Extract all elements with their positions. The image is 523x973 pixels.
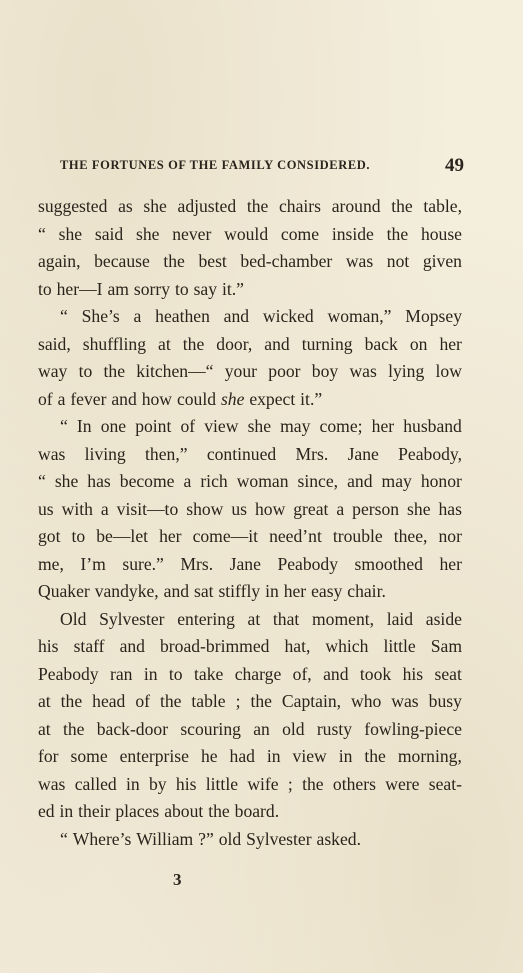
word: has [87, 471, 111, 491]
word: to [168, 663, 183, 684]
word: rusty [316, 718, 352, 739]
word: of [135, 691, 150, 711]
word: ; [235, 691, 241, 711]
word: it.” [300, 388, 323, 409]
word: ran [109, 663, 133, 684]
word: the [62, 718, 85, 739]
word: the [103, 361, 126, 381]
text-line [38, 468, 462, 496]
word: shuffling [82, 333, 146, 354]
word: and [163, 581, 190, 601]
word: boy [311, 361, 339, 381]
word: the [60, 691, 83, 711]
word: come; [319, 416, 363, 436]
word: woman,” [327, 306, 392, 326]
word: me, [38, 553, 64, 574]
word: she [247, 416, 272, 436]
word: the [159, 691, 182, 711]
word: back [364, 333, 398, 354]
word: the [302, 773, 324, 794]
word: a [183, 471, 192, 491]
word: his [175, 773, 197, 794]
word: say [193, 278, 218, 299]
word: view [204, 416, 239, 436]
word: “ [60, 306, 68, 326]
word: Where’s [72, 828, 132, 849]
word: seat- [428, 773, 462, 794]
word: her—I [56, 278, 103, 299]
word: lying [388, 361, 425, 381]
word: asked. [316, 828, 361, 849]
word: she [136, 223, 160, 244]
word: your [224, 361, 257, 381]
word: Mrs. [180, 553, 214, 574]
word: scouring [180, 718, 241, 739]
word: rich [200, 471, 228, 491]
word: moment, [311, 608, 375, 629]
text-line [38, 413, 462, 441]
word: a [336, 498, 345, 519]
text-line [38, 606, 462, 634]
word: old [282, 718, 305, 739]
word: an [253, 718, 270, 739]
word: smoothed [354, 553, 423, 574]
text-line [38, 523, 462, 551]
word: may [381, 471, 412, 491]
word: the [386, 223, 409, 244]
word: that [272, 608, 300, 629]
word: Old [60, 608, 87, 629]
word: in [266, 746, 281, 766]
text-line [38, 661, 462, 689]
signature-mark: 3 [173, 870, 182, 889]
word: not [386, 251, 410, 271]
word: am [107, 278, 129, 299]
word: kitchen—“ [136, 361, 214, 381]
word: said [94, 223, 124, 244]
word: the [182, 333, 205, 354]
body-text [38, 193, 462, 853]
word: because [94, 251, 150, 271]
word: door, [216, 333, 253, 354]
word: nor [438, 526, 462, 546]
word: suggested [38, 196, 108, 216]
word: to [71, 526, 86, 546]
word: become [119, 471, 175, 491]
word: ed [38, 801, 55, 821]
text-line [38, 826, 462, 854]
word: chairs [279, 196, 322, 216]
word: the [208, 801, 230, 821]
word: and [119, 636, 145, 656]
word: who [351, 691, 382, 711]
word: around [331, 196, 381, 216]
word: continued [206, 443, 277, 464]
word: us [231, 498, 247, 519]
word: staff [73, 636, 105, 656]
word: “ [38, 471, 46, 491]
word: of [38, 388, 53, 409]
word: honor [420, 471, 462, 491]
word: and [111, 388, 137, 409]
word: Sam [430, 636, 462, 656]
word: come—it [192, 526, 259, 546]
word: turning [301, 333, 353, 354]
word: and [323, 663, 349, 684]
word: then,” [145, 443, 188, 464]
word: In [76, 416, 92, 436]
text-line [38, 688, 462, 716]
word: morning, [397, 746, 462, 766]
word: woman [236, 471, 289, 491]
word: since, [297, 471, 339, 491]
text-line [38, 331, 462, 359]
word: charge [234, 663, 282, 684]
word: Jane [347, 443, 379, 464]
word: and [347, 471, 373, 491]
word: she [407, 498, 431, 519]
word: sat [193, 581, 214, 601]
word: about [164, 801, 204, 821]
word: broad-brimmed [160, 636, 270, 656]
text-line [38, 716, 462, 744]
word: sure.” [122, 553, 164, 574]
word: Captain, [281, 691, 342, 711]
word: at [158, 333, 171, 354]
text-line [38, 386, 462, 414]
word: places [115, 801, 160, 821]
word: view [292, 746, 327, 766]
running-title: THE FORTUNES OF THE FAMILY CONSIDERED. [60, 158, 371, 172]
word: by [149, 773, 167, 794]
word: Peabody [38, 663, 99, 684]
word: she [54, 471, 79, 491]
word: “ [38, 223, 46, 244]
word: it.” [221, 278, 244, 299]
text-line [38, 798, 462, 826]
text-line [38, 578, 462, 606]
word: seat [434, 663, 462, 684]
text-line [38, 496, 462, 524]
word: heathen [155, 306, 210, 326]
text-line [38, 248, 462, 276]
word: said, [38, 333, 71, 354]
word: a [133, 306, 142, 326]
word: were [385, 773, 420, 794]
text-line [38, 221, 462, 249]
word: to [78, 361, 93, 381]
word: Mrs. [295, 443, 329, 464]
word: Sylvester [99, 608, 165, 629]
word: person [352, 498, 400, 519]
word: She’s [81, 306, 120, 326]
word: aside [425, 608, 462, 629]
word: stiffly [218, 581, 261, 601]
word: was [345, 251, 374, 271]
word: in [338, 746, 353, 766]
word: inside [331, 223, 374, 244]
word: sorry [133, 278, 171, 299]
text-line [38, 743, 462, 771]
text-line [38, 303, 462, 331]
word: Peabody [277, 553, 339, 574]
word: and [223, 306, 250, 326]
word: a [100, 498, 109, 519]
word: great [293, 498, 329, 519]
word: come [280, 223, 320, 244]
word: to [174, 278, 189, 299]
word: her [283, 581, 307, 601]
word: he [200, 746, 218, 766]
page-header [60, 155, 464, 177]
word: would [224, 223, 269, 244]
word: may [280, 416, 311, 436]
word: of, [292, 663, 312, 684]
word: was [38, 443, 66, 464]
word: she [58, 223, 83, 244]
word: Mopsey [405, 306, 462, 326]
text-line [38, 358, 462, 386]
word: “ [60, 828, 68, 849]
word: point [135, 416, 172, 436]
word: to [38, 278, 52, 299]
word: has [438, 498, 462, 519]
text-line [38, 193, 462, 221]
word: need’nt [269, 526, 322, 546]
word: back-door [96, 718, 169, 739]
word: Sylvester [246, 828, 312, 849]
word: at [38, 718, 51, 739]
word: thee, [393, 526, 428, 546]
word: again, [38, 251, 81, 271]
word: expect [249, 388, 296, 409]
word: chair. [347, 581, 386, 601]
word: table, [423, 196, 462, 216]
word: head [92, 691, 126, 711]
word: got [38, 526, 61, 546]
word: fever [70, 388, 107, 409]
word: Jane [229, 553, 261, 574]
word: table [191, 691, 226, 711]
word: the [163, 251, 185, 271]
word: ; [287, 773, 293, 794]
word: be—let [96, 526, 149, 546]
word: her [159, 526, 182, 546]
word: in [143, 663, 158, 684]
word: her [439, 333, 462, 354]
word: husband [403, 416, 462, 436]
word: old [218, 828, 242, 849]
word: us [38, 498, 54, 519]
word: she [220, 388, 245, 409]
word: show [186, 498, 224, 519]
word: wicked [262, 306, 314, 326]
word: a [57, 388, 66, 409]
text-line [38, 771, 462, 799]
text-line [38, 551, 462, 579]
word: low [435, 361, 462, 381]
word: one [100, 416, 127, 436]
word: house [420, 223, 462, 244]
word: their [78, 801, 111, 821]
word: entering [177, 608, 235, 629]
word: never [172, 223, 212, 244]
word: take [194, 663, 224, 684]
word: easy [311, 581, 343, 601]
word: best [198, 251, 227, 271]
word: trouble [332, 526, 383, 546]
word: could [176, 388, 217, 409]
word: laid [386, 608, 414, 629]
word: adjusted [177, 196, 237, 216]
page-number: 49 [445, 155, 464, 176]
word: she [143, 196, 167, 216]
word: which [325, 636, 369, 656]
word: living [84, 443, 126, 464]
text-line [38, 633, 462, 661]
word: busy [428, 691, 462, 711]
word: on [409, 333, 428, 354]
word: the [250, 691, 272, 711]
word: given [422, 251, 462, 271]
word: I’m [80, 553, 106, 574]
word: visit—to [116, 498, 179, 519]
word: Quaker [38, 581, 90, 601]
word: took [359, 663, 392, 684]
word: some [70, 746, 108, 766]
word: with [61, 498, 93, 519]
word: little [383, 636, 416, 656]
word: at [247, 608, 261, 629]
word: the [391, 196, 413, 216]
word: at [38, 691, 51, 711]
word: wife [247, 773, 279, 794]
word: had [229, 746, 255, 766]
word: in [126, 773, 140, 794]
word: vandyke, [94, 581, 159, 601]
text-line [38, 441, 462, 469]
word: little [205, 773, 239, 794]
word: the [364, 746, 386, 766]
word: in [59, 801, 74, 821]
word: was [391, 691, 419, 711]
word: was [349, 361, 377, 381]
word: his [402, 663, 424, 684]
word: ?” [198, 828, 214, 849]
word: for [38, 746, 59, 766]
word: and [264, 333, 290, 354]
word: William [136, 828, 194, 849]
word: poor [268, 361, 301, 381]
word: of [180, 416, 196, 436]
word: as [118, 196, 133, 216]
word: board. [234, 801, 280, 821]
word: his [38, 636, 59, 656]
word: “ [60, 416, 68, 436]
word: others [332, 773, 376, 794]
word: way [38, 361, 68, 381]
word: her [439, 553, 462, 574]
word: Peabody, [398, 443, 462, 464]
word: in [265, 581, 279, 601]
word: enterprise [119, 746, 189, 766]
word: her [371, 416, 395, 436]
word: was [38, 773, 66, 794]
word: fowling-piece [364, 718, 462, 739]
word: hat, [284, 636, 311, 656]
text-line [38, 276, 462, 304]
word: bed-chamber [240, 251, 333, 271]
word: called [74, 773, 117, 794]
word: the [246, 196, 269, 216]
word: how [254, 498, 286, 519]
word: how [141, 388, 173, 409]
